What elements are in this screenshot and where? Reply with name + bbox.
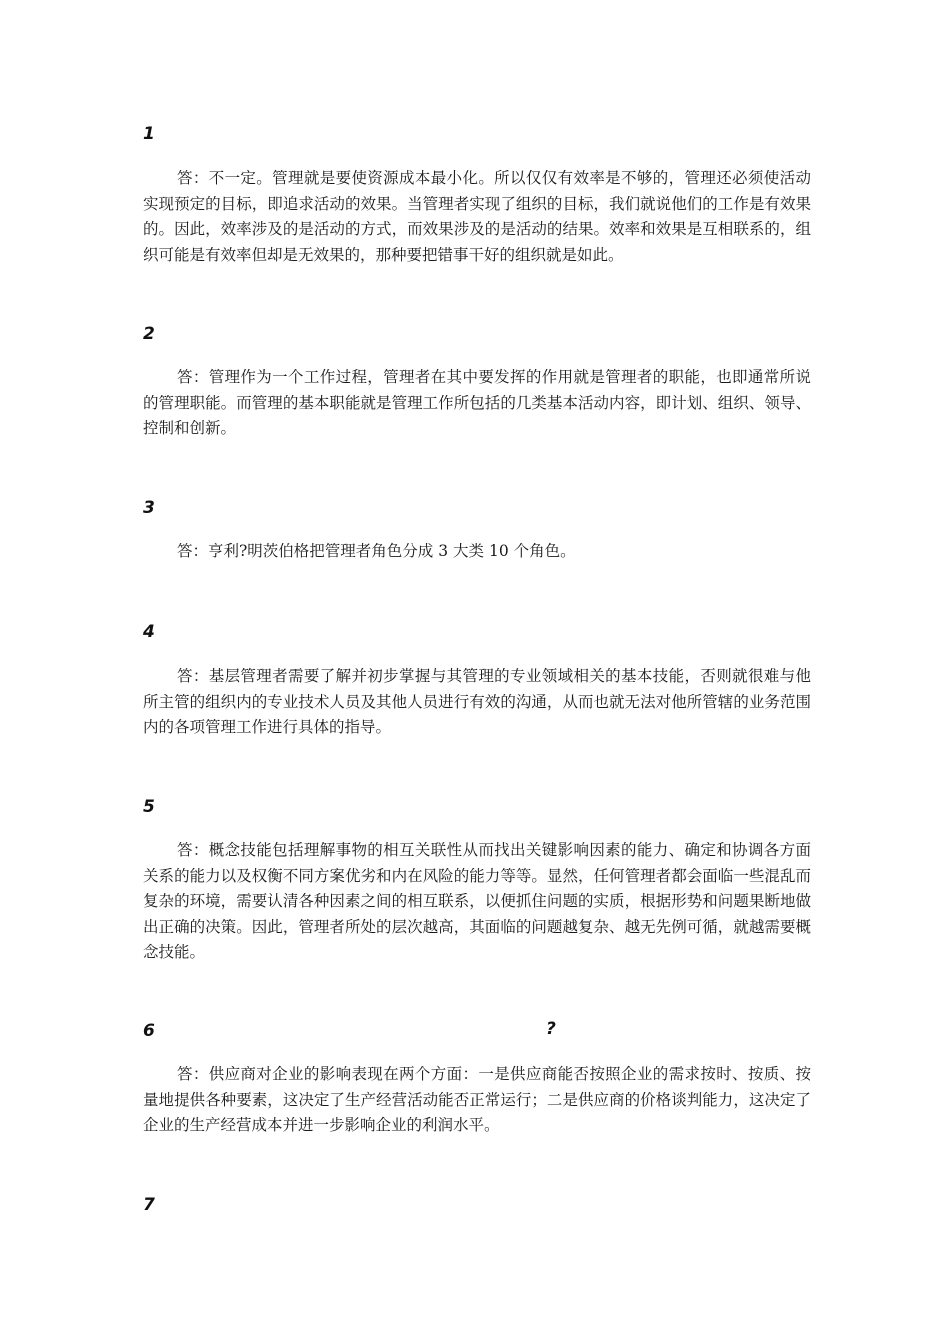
answer-1: 答：不一定。管理就是要使资源成本最小化。所以仅仅有效率是不够的，管理还必须使活动实现预定的目标，即追求活动的效果。当管理者实现了组织的目标，我们就说他们的工作是有效果的。因此，效率涉及的是活动的方式，而效果涉及的是活动的结果。效率和效果是互相联系的，组织可能是有效率但却是无效果的，那种要把错事干好的组织就是如此。	[143, 169, 811, 264]
answer-3: 答：亨利?明茨伯格把管理者角色分成 3 大类 10 个角色。	[177, 542, 576, 560]
question-mark: ?	[546, 1019, 556, 1039]
question-number-6: 6	[143, 1021, 155, 1041]
question-number-1: 1	[143, 124, 155, 144]
answer-4: 答：基层管理者需要了解并初步掌握与其管理的专业领域相关的基本技能，否则就很难与他所主管的组织内的专业技术人员及其他人员进行有效的沟通，从而也就无法对他所管辖的业务范围内的各项管理工作进行具体的指导。	[143, 667, 811, 736]
answer-2: 答：管理作为一个工作过程，管理者在其中要发挥的作用就是管理者的职能，也即通常所说的管理职能。而管理的基本职能就是管理工作所包括的几类基本活动内容，即计划、组织、领导、控制和创新。	[143, 368, 811, 437]
question-number-5: 5	[143, 797, 155, 817]
question-number-7: 7	[143, 1195, 155, 1215]
answer-5: 答：概念技能包括理解事物的相互关联性从而找出关键影响因素的能力、确定和协调各方面关系的能力以及权衡不同方案优劣和内在风险的能力等等。显然，任何管理者都会面临一些混乱而复杂的环境，需要认清各种因素之间的相互联系，以便抓住问题的实质，根据形势和问题果断地做出正确的决策。因此，管理者所处的层次越高，其面临的问题越复杂、越无先例可循，就越需要概念技能。	[143, 841, 811, 961]
question-number-2: 2	[143, 324, 155, 344]
answer-6: 答：供应商对企业的影响表现在两个方面：一是供应商能否按照企业的需求按时、按质、按量地提供各种要素，这决定了生产经营活动能否正常运行；二是供应商的价格谈判能力，这决定了企业的生产经营成本并进一步影响企业的利润水平。	[143, 1065, 811, 1134]
question-number-3: 3	[143, 498, 155, 518]
question-number-4: 4	[143, 622, 155, 642]
